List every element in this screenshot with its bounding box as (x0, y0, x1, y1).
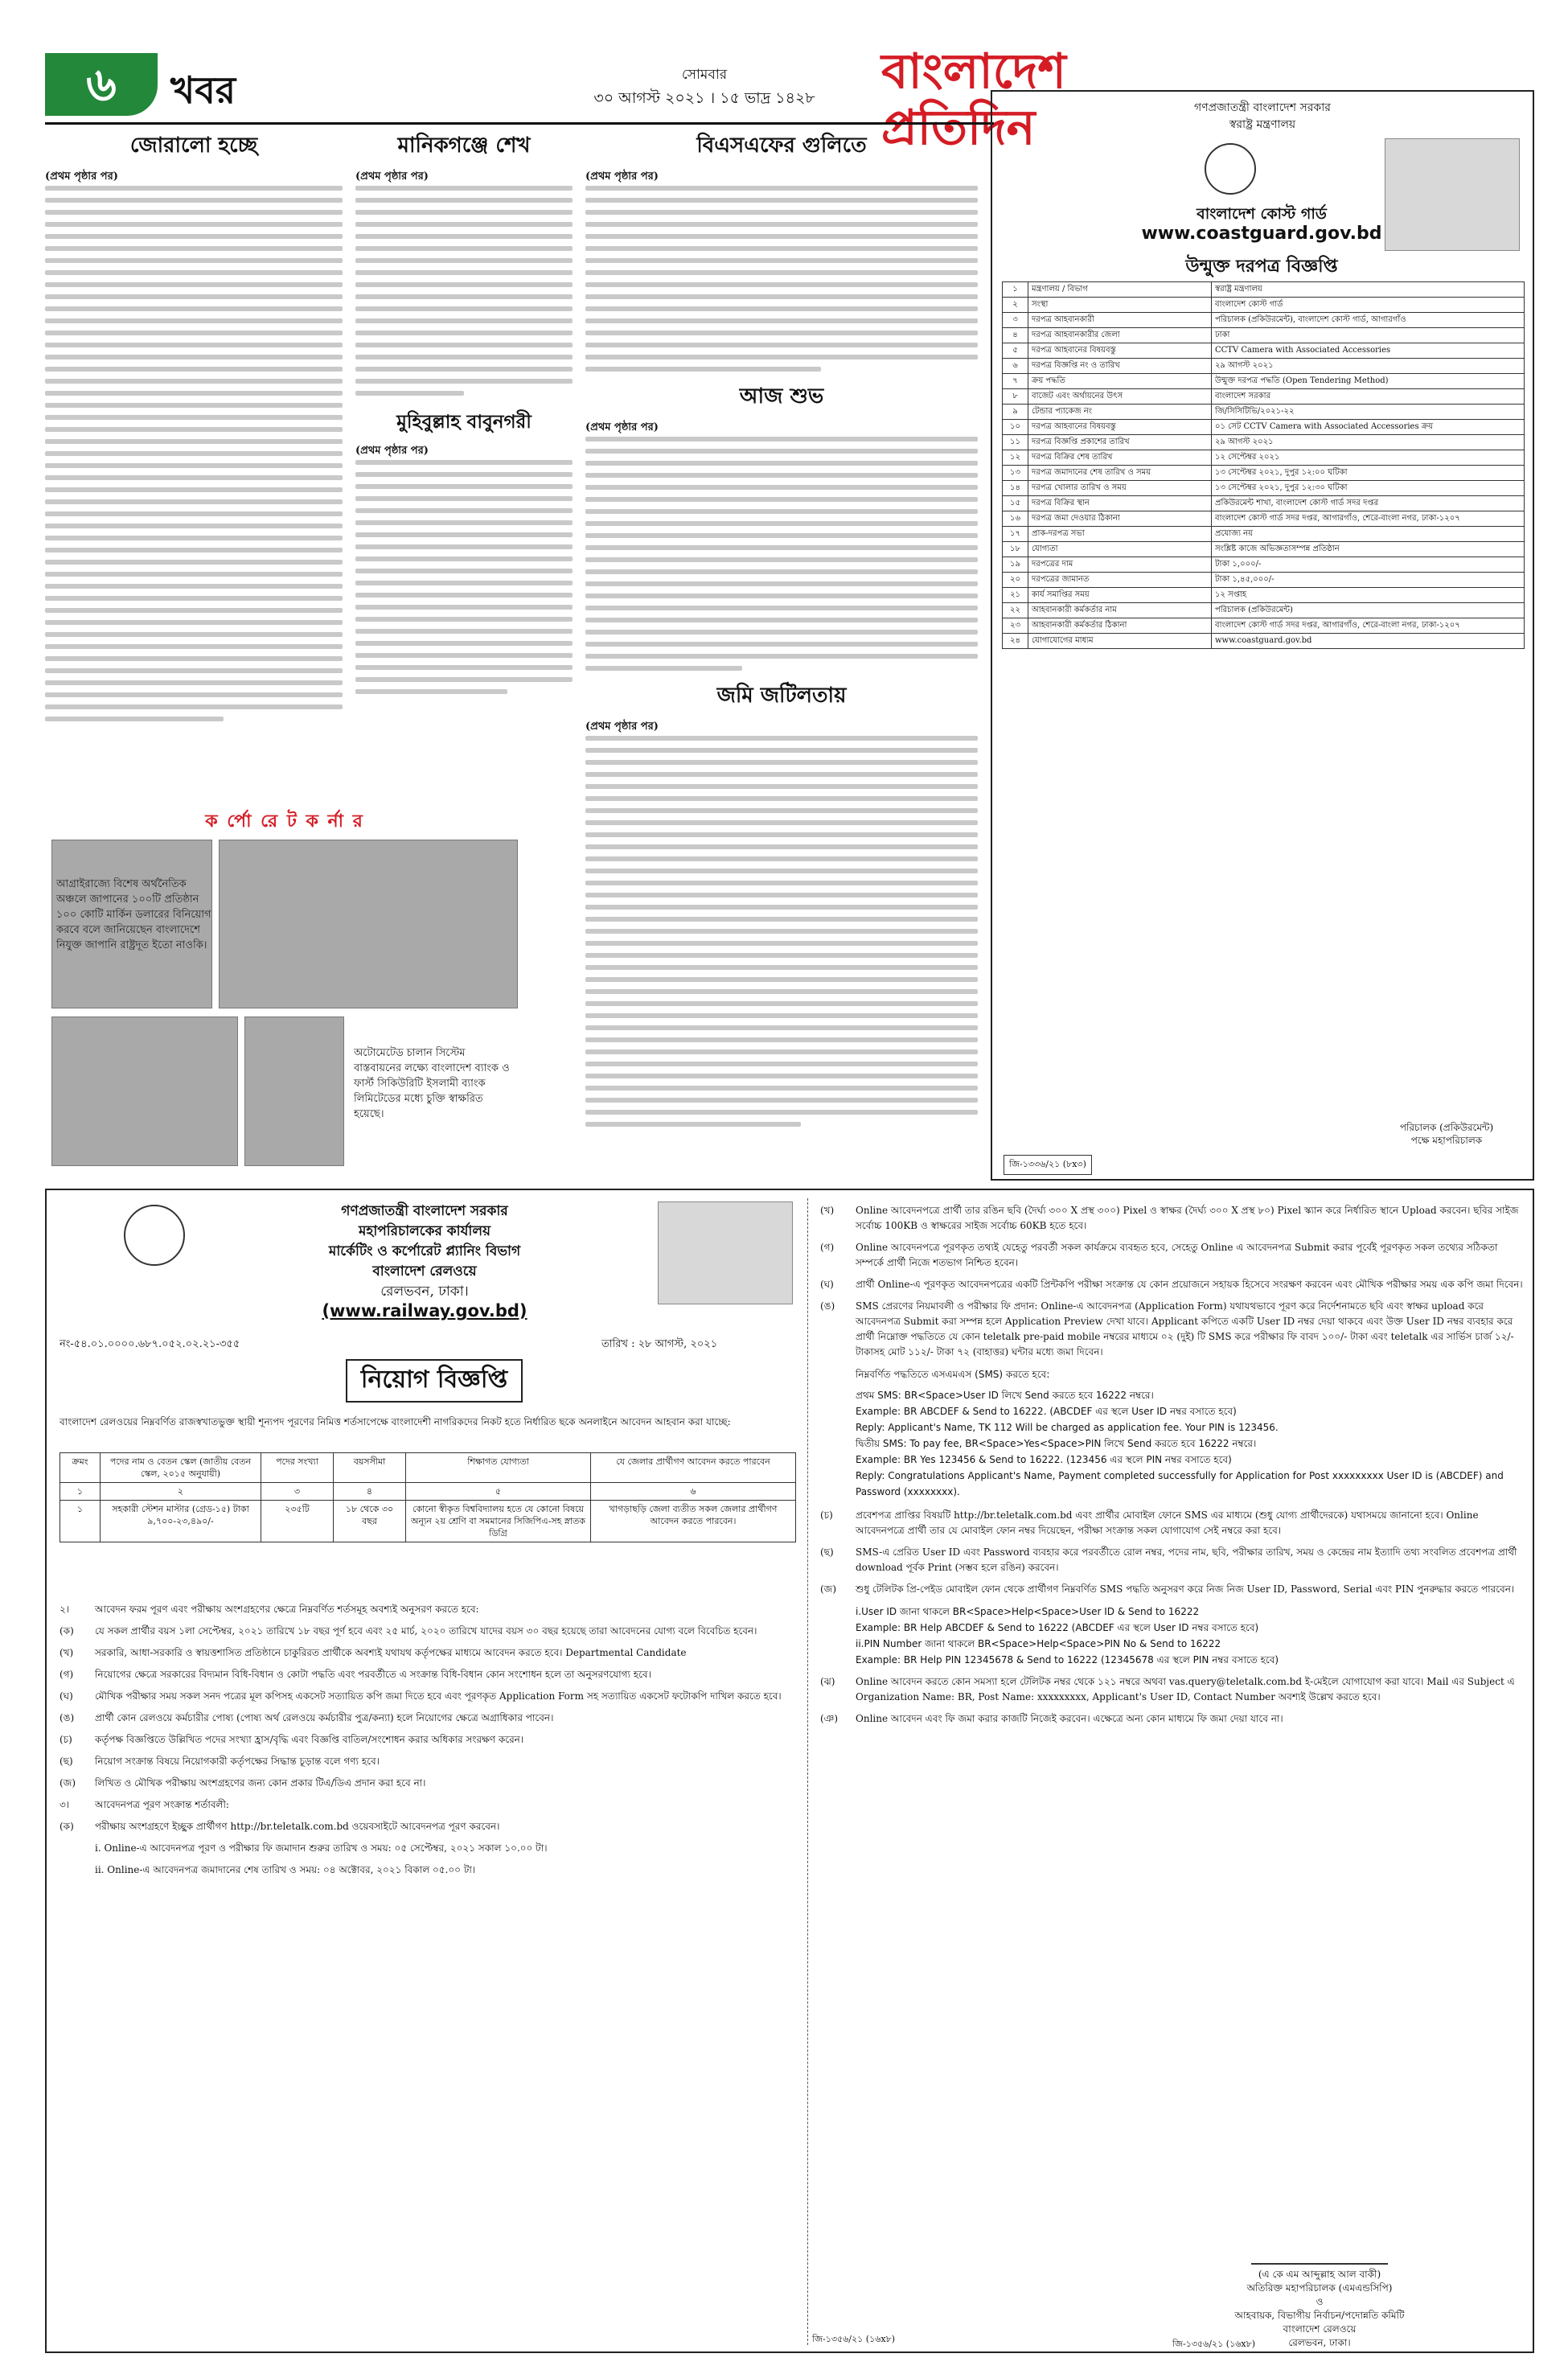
coast-guard-emblem-icon (1205, 143, 1256, 195)
condition-item (60, 1624, 796, 1639)
table-cell: বাংলাদেশ কোস্ট গার্ড সদর দপ্তর, আগারগাঁও, শেরে-বাংলা নগর, ঢাকা-১২০৭ (1212, 618, 1525, 634)
table-cell: দরপত্র বিক্রির স্থান (1028, 496, 1212, 511)
news-column-3 (585, 129, 978, 1134)
table-header: পদের সংখ্যা (261, 1453, 334, 1483)
condition-item (820, 1545, 1525, 1575)
table-cell: ১২ সেপ্টেম্বর ২০২১ (1212, 450, 1525, 466)
table-cell: ১ (60, 1501, 101, 1542)
memo-number: নং-৫৪.০১.০০০০.৬৮৭.০৫২.০২.২১-৩৫৫ (60, 1338, 240, 1350)
mujib-centenary-logo (658, 1201, 793, 1304)
vacancy-table (60, 1452, 796, 1542)
condition-item (60, 1645, 796, 1661)
railway-emblem-icon (124, 1205, 185, 1266)
condition-item (60, 1797, 796, 1813)
table-header: বয়সসীমা (334, 1453, 406, 1483)
signatory-title: রেলভবন, ঢাকা। (1288, 2337, 1351, 2348)
table-cell: ১১ (1003, 435, 1028, 450)
sms-line: দ্বিতীয় SMS: To pay fee, BR<Space>Yes<Space>PIN লিখে Send করতে হবে 16222 নম্বরে। (856, 1438, 1257, 1449)
condition-text: প্রার্থী কোন রেলওয়ে কর্মচারীর পোষ্য (পোষ্য অর্থ রেলওয়ে কর্মচারীর পুত্র/কন্যা) হলে নিয়োগের ক্ষেত্রে অগ্রাধিকার পাবেন। (95, 1712, 554, 1723)
table-row (1003, 282, 1525, 298)
table-cell: ১৫ (1003, 496, 1028, 511)
recovery-line: i.User ID জানা থাকলে BR<Space>Help<Space>User ID & Send to 16222 (856, 1606, 1200, 1617)
table-cell: ২ (101, 1483, 261, 1501)
condition-label: (ঙ) (60, 1712, 75, 1723)
table-cell: দরপত্র আহবানের বিষয়বস্তু (1028, 420, 1212, 435)
news-photo (219, 840, 518, 1008)
notice-title: নিয়োগ বিজ্ঞপ্তি (346, 1359, 523, 1403)
table-cell: ১৮ (1003, 542, 1028, 557)
table-header: ক্রমং (60, 1453, 101, 1483)
masthead-rule (45, 122, 994, 125)
table-header: শিক্ষাগত যোগ্যতা (406, 1453, 591, 1483)
condition-item (820, 1674, 1525, 1705)
table-cell: ৪ (1003, 328, 1028, 343)
table-cell: দরপত্র খোলার তারিখ ও সময় (1028, 481, 1212, 496)
issue-date: ৩০ আগস্ট ২০২১ । ১৫ ভাদ্র ১৪২৮ (593, 89, 815, 107)
article-body (585, 186, 978, 372)
tender-details-table (1002, 281, 1525, 649)
table-cell: পরিচালক (প্রকিউরমেন্ট) (1212, 603, 1525, 618)
table-cell: ৬ (1003, 359, 1028, 374)
notice-intro: বাংলাদেশ রেলওয়ের নিম্নবর্ণিত রাজস্বখাতভুক্ত স্থায়ী শূন্যপদ পূরণের নিমিত্ত শর্তসাপেক্ষে বাংলাদেশী নাগরিকদের নিকট হতে নির্ধারিত ছকে অনলাইনে আবেদন আহবান করা যাচ্ছে: (60, 1416, 731, 1427)
article-lead: (প্রথম পৃষ্ঠার পর) (45, 170, 118, 183)
ad-header-line: স্বরাষ্ট্র মন্ত্রণালয় (1229, 118, 1296, 131)
ad-header-line: বাংলাদেশ রেলওয়ে (372, 1263, 477, 1279)
table-cell: ২২ (1003, 603, 1028, 618)
notice-title: উন্মুক্ত দরপত্র বিজ্ঞপ্তি (1185, 256, 1338, 277)
table-cell: প্রযোজ্য নয় (1212, 527, 1525, 542)
condition-label: (গ) (820, 1242, 835, 1253)
ad-header-line: মহাপরিচালকের কার্যালয় (358, 1223, 491, 1239)
table-cell: ৯ (1003, 405, 1028, 420)
news-column-2 (355, 129, 573, 701)
condition-item (820, 1508, 1525, 1538)
table-row (60, 1501, 796, 1542)
table-cell: ৮ (1003, 389, 1028, 405)
table-row (1003, 557, 1525, 573)
condition-item (820, 1277, 1525, 1292)
table-cell: ক্রয় পদ্ধতি (1028, 374, 1212, 389)
article-headline: জোরালো হচ্ছে (129, 133, 258, 158)
condition-label: (চ) (820, 1509, 833, 1521)
news-photo (244, 1017, 344, 1166)
condition-text: পরীক্ষায় অংশগ্রহণে ইচ্ছুক প্রার্থীগণ http://br.teletalk.com.bd ওয়েবসাইটে আবেদনপত্র পূরণ করবেন। (95, 1821, 500, 1832)
condition-label: (খ) (820, 1205, 835, 1216)
condition-label: (ক) (60, 1821, 74, 1832)
table-cell: ১৬ (1003, 511, 1028, 527)
condition-label: (ছ) (820, 1546, 834, 1558)
table-row (1003, 511, 1525, 527)
condition-label: (গ) (60, 1669, 74, 1680)
condition-label: ২। (60, 1604, 70, 1615)
condition-label: (চ) (60, 1734, 72, 1745)
table-cell: ১ (60, 1483, 101, 1501)
condition-item (60, 1819, 796, 1834)
table-cell: দরপত্র জমাদানের শেষ তারিখ ও সময় (1028, 466, 1212, 481)
table-cell: ২৯ আগস্ট ২০২১ (1212, 435, 1525, 450)
condition-item (60, 1732, 796, 1748)
table-cell: ১৩ সেপ্টেম্বর ২০২১, দুপুর ১২:০০ ঘটিকা (1212, 466, 1525, 481)
table-cell: আহবানকারী কর্মকর্তার নাম (1028, 603, 1212, 618)
condition-item (60, 1602, 796, 1617)
table-cell: টাকা ১,৪৫,০০০/- (1212, 573, 1525, 588)
condition-label: (জ) (60, 1777, 76, 1789)
article-lead: (প্রথম পৃষ্ঠার পর) (585, 170, 659, 183)
table-cell: বাংলাদেশ কোস্ট গার্ড সদর দপ্তর, আগারগাঁও, শেরে-বাংলা নগর, ঢাকা-১২০৭ (1212, 511, 1525, 527)
table-cell: ১৪ (1003, 481, 1028, 496)
table-header-row (60, 1453, 796, 1483)
table-row (1003, 313, 1525, 328)
table-cell: দরপত্র বিক্রির শেষ তারিখ (1028, 450, 1212, 466)
condition-text: কর্তৃপক্ষ বিজ্ঞপ্তিতে উল্লিখিত পদের সংখ্যা হ্রাস/বৃদ্ধি এবং বিজ্ঞপ্তি বাতিল/সংশোধন করার অধিকার সংরক্ষণ করেন। (95, 1734, 524, 1745)
condition-item (820, 1299, 1525, 1360)
table-cell: www.coastguard.gov.bd (1212, 634, 1525, 649)
signatory-title: আহবায়ক, বিভাগীয় নির্বাচন/পদোন্নতি কমিটি (1234, 2310, 1405, 2321)
ad-reference: জি-১৩৫৬/২১ (১৬x৮) (1172, 2339, 1255, 2349)
condition-text: Online আবেদন এবং ফি জমা করার কাজটি নিজেই করবেন। এক্ষেত্রে অন্য কোন মাধ্যমে ফি জমা দেয়া যাবে না। (856, 1713, 1283, 1724)
sms-line: Reply: Congratulations Applicant's Name, Payment completed successfully for Application for Post xxxxxxxxx User ID is (ABCDEF) and Password (xxxxxxxx). (856, 1470, 1504, 1497)
condition-item (60, 1863, 796, 1878)
conditions-left-column (60, 1602, 796, 1884)
condition-item (60, 1711, 796, 1726)
condition-text: নিয়োগ সংক্রান্ত বিষয়ে নিয়োগকারী কর্তৃপক্ষের সিদ্ধান্ত চূড়ান্ত বলে গণ্য হবে। (95, 1756, 380, 1767)
news-column-1 (45, 129, 343, 729)
table-cell: সংশ্লিষ্ট কাজে অভিজ্ঞতাসম্পন্ন প্রতিষ্ঠান (1212, 542, 1525, 557)
ad-header-line: রেলভবন, ঢাকা। (380, 1284, 469, 1300)
table-header: যে জেলার প্রার্থীগণ আবেদন করতে পারবেন (591, 1453, 796, 1483)
signature-block (1219, 2244, 1420, 2350)
table-cell: আহবানকারী কর্মকর্তার ঠিকানা (1028, 618, 1212, 634)
table-row (1003, 374, 1525, 389)
table-row (1003, 634, 1525, 649)
table-cell: দরপত্র জমা দেওয়ার ঠিকানা (1028, 511, 1212, 527)
condition-text: নিয়োগের ক্ষেত্রে সরকারের বিদ্যমান বিধি-বিধান ও কোটা পদ্ধতি এবং পরবর্তীতে এ সংক্রান্ত বিধি-বিধান কোন সংশোধন হলে তা অনুসরণযোগ্য হবে। (95, 1669, 651, 1680)
condition-label: (ঝ) (820, 1676, 835, 1687)
table-cell: স্বরাষ্ট্র মন্ত্রণালয় (1212, 282, 1525, 298)
table-row (1003, 405, 1525, 420)
condition-item (820, 1240, 1525, 1271)
organization-name: বাংলাদেশ কোস্ট গার্ড (1197, 205, 1327, 223)
ad-header-line: গণপ্রজাতন্ত্রী বাংলাদেশ সরকার (1194, 101, 1331, 114)
article-lead: (প্রথম পৃষ্ঠার পর) (585, 721, 659, 733)
notice-date: তারিখ : ২৮ আগস্ট, ২০২১ (601, 1338, 718, 1350)
condition-label: (ঘ) (60, 1690, 73, 1702)
organization-url: www.coastguard.gov.bd (1141, 224, 1382, 244)
table-cell: দরপত্র বিজ্ঞপ্তি নং ও তারিখ (1028, 359, 1212, 374)
condition-label: (জ) (820, 1583, 837, 1595)
table-cell: ১৮ থেকে ৩০ বছর (334, 1501, 406, 1542)
article-headline: বিএসএফের গুলিতে (696, 133, 867, 158)
conditions-group (820, 1508, 1525, 1597)
condition-text: i. Online-এ আবেদনপত্র পূরণ ও পরীক্ষার ফি জমাদান শুরুর তারিখ ও সময়: ০৫ সেপ্টেম্বর, ২০২১ সকাল ১০.০০ টা। (95, 1842, 548, 1854)
logo-wordmark: বাংলাদেশ প্রতিদিন (881, 43, 1066, 156)
ad-header (207, 1201, 642, 1302)
table-cell: দরপত্র আহবানকারীর জেলা (1028, 328, 1212, 343)
ad-reference: জি-১৩৫৬/২১ (১৬x৮) (812, 2334, 895, 2344)
ad-header-line: মার্কেটিং ও কর্পোরেট প্ল্যানিং বিভাগ (328, 1243, 521, 1259)
condition-item (820, 1203, 1525, 1234)
photo-caption: আগ্রাইরাজ্যে বিশেষ অর্থনৈতিক অঞ্চলে জাপানের ১০০টি প্রতিষ্ঠান ১০০ কোটি মার্কিন ডলারের বিনিয়োগ করবে বলে জানিয়েছেন বাংলাদেশে নিযুক্ত জাপানি রাষ্ট্রদূত ইতো নাওকি। (56, 878, 211, 951)
table-row (1003, 618, 1525, 634)
table-cell: বাংলাদেশ কোস্ট গার্ড (1212, 298, 1525, 313)
table-cell: কোনো স্বীকৃত বিশ্ববিদ্যালয় হতে যে কোনো বিষয়ে অন্যূন ২য় শ্রেণি বা সমমানের সিজিপিএ-সহ স্নাতক ডিগ্রি (406, 1501, 591, 1542)
condition-text: SMS-এ প্রেরিত User ID এবং Password ব্যবহার করে পরবর্তীতে রোল নম্বর, পদের নাম, ছবি, পরীক্ষার তারিখ, সময় ও কেন্দ্রের নাম ইত্যাদি তথ্য সংবলিত প্রবেশপত্র প্রার্থী download পূর্বক Print (সম্ভব হলে রঙিন) করবেন। (856, 1546, 1517, 1573)
table-row (1003, 435, 1525, 450)
condition-text: Online আবেদন করতে কোন সমস্যা হলে টেলিটক নম্বর থেকে ১২১ নম্বরে অথবা vas.query@teletalk.com.bd ই-মেইলে যোগাযোগ করা যাবে। Mail এর Subject এ Organization Name: BR, Post Name: xxxxxxxxx, Applicant's User ID, Contact Number অবশ্যই উল্লেখ করতে হবে। (856, 1676, 1515, 1702)
condition-text: আবেদন ফরম পূরণ এবং পরীক্ষায় অংশগ্রহণের ক্ষেত্রে নিম্নবর্ণিত শর্তসমূহ অবশ্যই অনুসরণ করতে হবে: (95, 1604, 479, 1615)
table-cell: ১৭ (1003, 527, 1028, 542)
railway-recruitment-ad (45, 1189, 1534, 2353)
table-row (1003, 420, 1525, 435)
condition-item (60, 1754, 796, 1769)
column-divider (807, 1198, 808, 2345)
signatory-subtitle: পক্ষে মহাপরিচালক (1410, 1135, 1483, 1146)
article-lead: (প্রথম পৃষ্ঠার পর) (355, 170, 429, 183)
table-row (1003, 573, 1525, 588)
table-cell: ১২ সপ্তাহ (1212, 588, 1525, 603)
condition-item (820, 1582, 1525, 1597)
table-cell: দরপত্রের দাম (1028, 557, 1212, 573)
condition-text: শুধু টেলিটক প্রি-পেইড মোবাইল ফোন থেকে প্রার্থীগণ নিম্নবর্ণিত SMS পদ্ধতি অনুসরণ করে নিজ নিজ User ID, Password, Serial এবং PIN পুনরুদ্ধার করতে পারবেন। (856, 1583, 1515, 1595)
condition-label (60, 1841, 95, 1856)
page-number-tab: ৬ (45, 53, 158, 116)
condition-label: (ছ) (60, 1756, 73, 1767)
table-cell: খাগড়াছড়ি জেলা ব্যতীত সকল জেলার প্রার্থীগণ আবেদন করতে পারবেন। (591, 1501, 796, 1542)
table-cell: টাকা ১,০০০/- (1212, 557, 1525, 573)
railway-url[interactable]: (www.railway.gov.bd) (322, 1301, 527, 1320)
table-cell: ২৪ (1003, 634, 1028, 649)
table-cell: ৪ (334, 1483, 406, 1501)
table-row (1003, 389, 1525, 405)
article-body (45, 186, 343, 721)
table-row (1003, 466, 1525, 481)
table-cell: ২৩ (1003, 618, 1028, 634)
table-row (1003, 450, 1525, 466)
table-cell: ০১ সেট CCTV Camera with Associated Accessories ক্রয় (1212, 420, 1525, 435)
table-row (1003, 527, 1525, 542)
condition-label: (ঘ) (820, 1279, 834, 1290)
table-cell: ৩ (1003, 313, 1028, 328)
table-cell: ৬ (591, 1483, 796, 1501)
table-cell: সহকারী স্টেশন মাস্টার (গ্রেড-১৫) টাকা ৯,৭০০-২৩,৪৯০/- (101, 1501, 261, 1542)
table-cell: সংস্থা (1028, 298, 1212, 313)
table-cell: ১৯ (1003, 557, 1028, 573)
condition-text: সরকারি, আধা-সরকারি ও স্বায়ত্তশাসিত প্রতিষ্ঠানে চাকুরিরত প্রার্থীকে অবশ্যই যথাযথ কর্তৃপক্ষের মাধ্যমে আবেদন করতে হবে। Departmental Candidate (95, 1647, 687, 1658)
condition-item (820, 1711, 1525, 1727)
condition-label: ৩। (60, 1799, 70, 1810)
photo-caption: অটোমেটেড চালান সিস্টেম বাস্তবায়নের লক্ষ্যে বাংলাদেশ ব্যাংক ও ফার্স্ট সিকিউরিটি ইসলামী ব্যাংক লিমিটেডের মধ্যে চুক্তি স্বাক্ষরিত হয়েছে। (354, 1047, 510, 1120)
table-cell: টেন্ডার প্যাকেজ নং (1028, 405, 1212, 420)
sms-line: Reply: Applicant's Name, TK 112 Will be charged as application fee. Your PIN is 123456. (856, 1422, 1279, 1433)
recovery-line: ii.PIN Number জানা থাকলে BR<Space>Help<Space>PIN No & Send to 16222 (856, 1638, 1221, 1649)
article-lead: (প্রথম পৃষ্ঠার পর) (355, 445, 429, 457)
condition-item (60, 1667, 796, 1682)
signatory-name: (এ কে এম আব্দুল্লাহ আল বাকী) (1258, 2269, 1381, 2280)
article-headline: মানিকগঞ্জে শেখ (397, 133, 531, 158)
condition-label (60, 1863, 95, 1878)
table-cell: ১৩ (1003, 466, 1028, 481)
table-row (1003, 588, 1525, 603)
coast-guard-tender-ad (991, 90, 1534, 1181)
condition-text: আবেদনপত্র পূরণ সংক্রান্ত শর্তাবলী: (95, 1799, 229, 1810)
table-cell: ২৯ আগস্ট ২০২১ (1212, 359, 1525, 374)
table-cell: বাজেট এবং অর্থায়নের উৎস (1028, 389, 1212, 405)
sms-line: প্রথম SMS: BR<Space>User ID লিখে Send করতে হবে 16222 নম্বরে। (856, 1390, 1154, 1401)
conditions-right-column (820, 1203, 1525, 1733)
table-row (1003, 359, 1525, 374)
ad-header (1000, 100, 1525, 133)
condition-text: ii. Online-এ আবেদনপত্র জমাদানের শেষ তারিখ ও সময়: ০৪ অক্টোবর, ২০২১ বিকাল ০৫.০০ টা। (95, 1864, 476, 1875)
table-cell: ৭ (1003, 374, 1028, 389)
handwritten-signature (1251, 2244, 1388, 2265)
condition-item (60, 1841, 796, 1856)
table-cell: ২১ (1003, 588, 1028, 603)
table-cell: ১০ (1003, 420, 1028, 435)
article-body (355, 460, 573, 694)
article-body (585, 437, 978, 671)
article-lead: (প্রথম পৃষ্ঠার পর) (585, 421, 659, 433)
condition-label: (ক) (60, 1625, 74, 1637)
table-cell: যোগাযোগের মাধ্যম (1028, 634, 1212, 649)
table-cell: ১৩ সেপ্টেম্বর ২০২১, দুপুর ১২:৩০ ঘটিকা (1212, 481, 1525, 496)
signature-block (1370, 1121, 1523, 1147)
table-cell: মন্ত্রণালয় / বিভাগ (1028, 282, 1212, 298)
table-cell: ২৩৫টি (261, 1501, 334, 1542)
corporate-corner-banner (51, 807, 518, 835)
table-cell: দরপত্র আহবানকারী (1028, 313, 1212, 328)
table-row (1003, 496, 1525, 511)
condition-text: প্রবেশপত্র প্রাপ্তির বিষয়টি http://br.teletalk.com.bd এবং প্রার্থীর মোবাইল ফোনে SMS এর মাধ্যমে (শুধু যোগ্য প্রার্থীদেরকে) যথাসময়ে জানানো হবে। Online আবেদনপত্রে প্রার্থী তার যে মোবাইল ফোন নম্বর দিয়েছেন, পরীক্ষা সংক্রান্ত সকল যোগাযোগ সেই নম্বরে করা হবে। (856, 1509, 1479, 1536)
recovery-line: Example: BR Help PIN 12345678 & Send to 16222 (12345678 এর স্থলে PIN নম্বর বসাতে হবে) (856, 1654, 1279, 1665)
sms-instructions (820, 1387, 1525, 1500)
table-cell: ৩ (261, 1483, 334, 1501)
table-cell: CCTV Camera with Associated Accessories (1212, 343, 1525, 359)
table-header: পদের নাম ও বেতন স্কেল (জাতীয় বেতন স্কেল, ২০১৫ অনুযায়ী) (101, 1453, 261, 1483)
news-area (45, 129, 978, 1166)
table-row (1003, 343, 1525, 359)
table-cell: দরপত্র আহবানের বিষয়বস্তু (1028, 343, 1212, 359)
signatory-title: পরিচালক (প্রকিউরমেন্ট) (1399, 1122, 1494, 1133)
table-cell: জি/সিসিটিভি/২০২১-২২ (1212, 405, 1525, 420)
conditions-group (820, 1203, 1525, 1360)
conditions-group (820, 1674, 1525, 1727)
condition-text: Online আবেদনপত্রে পূরণকৃত তথ্যই যেহেতু পরবর্তী সকল কার্যক্রমে ব্যবহৃত হবে, সেহেতু Online এ আবেদনপত্র Submit করার পূর্বেই পূরণকৃত সকল তথ্যের সঠিকতা সম্পর্কে প্রার্থী নিজে শতভাগ নিশ্চিত হবেন। (856, 1242, 1498, 1268)
condition-item (60, 1776, 796, 1791)
article-headline: মুহিবুল্লাহ বাবুনগরী (396, 411, 532, 433)
condition-label: (ঞ) (820, 1713, 839, 1724)
table-row (1003, 481, 1525, 496)
table-cell: প্রাক-দরপত্র সভা (1028, 527, 1212, 542)
condition-label: (খ) (60, 1647, 74, 1658)
table-cell: ৫ (406, 1483, 591, 1501)
table-cell: পরিচালক (প্রকিউরমেন্ট), বাংলাদেশ কোস্ট গার্ড, আগারগাঁও (1212, 313, 1525, 328)
table-cell: কার্য সমাপ্তির সময় (1028, 588, 1212, 603)
ad-reference: জি-১৩৩৬/২১ (৮x৩) (1004, 1155, 1092, 1175)
recovery-line: Example: BR Help ABCDEF & Send to 16222 (ABCDEF এর স্থলে User ID নম্বর বসাতে হবে) (856, 1622, 1259, 1633)
condition-text: SMS প্রেরণের নিয়মাবলী ও পরীক্ষার ফি প্রদান: Online-এ আবেদনপত্র (Application Form) যথাযথভাবে পূরণ করে নির্দেশনামতে ছবি এবং স্বাক্ষর upload করে আবেদনপত্র Submit করা সম্পন্ন হলে Application Preview দেখা যাবে। Applicant কপিতে একটি User ID নম্বর দেয়া থাকবে এবং উক্ত User ID নম্বর ব্যবহার করে প্রার্থী নিম্নোক্ত পদ্ধতিতে যে কোন teletalk pre-paid mobile নম্বরের মাধ্যমে ০২ (দুই) টি SMS করে পরীক্ষার ফি বাবদ ১০০/- টাকা এবং teletalk এর সার্ভিস চার্জ ১২/- টাকাসহ মোট ১১২/- টাকা ৭২ (বাহাত্তর) ঘন্টার মধ্যে জমা দিবেন। (856, 1300, 1514, 1357)
table-cell: ১২ (1003, 450, 1028, 466)
issue-day: সোমবার (681, 67, 728, 83)
table-cell: ২ (1003, 298, 1028, 313)
condition-text: প্রার্থী Online-এ পূরণকৃত আবেদনপত্রের একটি প্রিন্টকপি পরীক্ষা সংক্রান্ত যে কোন প্রয়োজনে সহায়ক হিসেবে সংরক্ষণ করবেন এবং মৌখিক পরীক্ষার সময় এক কপি জমা দিবেন। (856, 1279, 1523, 1290)
table-cell: ঢাকা (1212, 328, 1525, 343)
table-cell: বাংলাদেশ সরকার (1212, 389, 1525, 405)
article-body (355, 186, 573, 396)
table-cell: দরপত্র বিজ্ঞপ্তি প্রকাশের তারিখ (1028, 435, 1212, 450)
table-cell: ২০ (1003, 573, 1028, 588)
article-headline: আজ শুভ (739, 384, 824, 409)
condition-text: যে সকল প্রার্থীর বয়স ১লা সেপ্টেম্বর, ২০২১ তারিখে ১৮ বছর পূর্ণ হবে এবং ২৫ মার্চ, ২০২০ তারিখে যাদের বয়স ৩০ বছর হয়েছে তারা আবেদনের যোগ্য বলে বিবেচিত হবেন। (95, 1625, 757, 1637)
condition-item (60, 1689, 796, 1704)
condition-text: মৌখিক পরীক্ষার সময় সকল সনদ পত্রের মূল কপিসহ একসেট সত্যায়িত কপি জমা দিতে হবে এবং পূরণকৃত Application Form সহ সত্যায়িত একসেট ফটোকপি দাখিল করতে হবে। (95, 1690, 782, 1702)
sms-line: Example: BR Yes 123456 & Send to 16222. (123456 এর স্থলে PIN নম্বর বসাতে হবে) (856, 1454, 1232, 1465)
table-cell: ১ (1003, 282, 1028, 298)
signatory-title: বাংলাদেশ রেলওয়ে (1283, 2323, 1357, 2335)
table-cell: উন্মুক্ত দরপত্র পদ্ধতি (Open Tendering Method) (1212, 374, 1525, 389)
condition-label: (ঙ) (820, 1300, 835, 1312)
recovery-instructions (820, 1604, 1525, 1668)
table-row (1003, 328, 1525, 343)
table-index-row (60, 1483, 796, 1501)
ad-header-line: গণপ্রজাতন্ত্রী বাংলাদেশ সরকার (341, 1203, 508, 1219)
news-photo (51, 1017, 238, 1166)
condition-text: Online আবেদনপত্রে প্রার্থী তার রঙিন ছবি (দৈর্ঘ্য ৩০০ X প্রস্থ ৩০০) Pixel ও স্বাক্ষর (দৈর্ঘ্য ৩০০ X প্রস্থ ৮০) Pixel স্ক্যান করে নির্ধারিত স্থানে Upload করবেন। ছবির সাইজ সর্বোচ্চ 100KB ও স্বাক্ষরের সাইজ সর্বোচ্চ 60KB হতে হবে। (856, 1205, 1519, 1231)
corporate-corner-label: ক র্পো রে ট ক র্না র (205, 811, 364, 832)
table-cell: যোগ্যতা (1028, 542, 1212, 557)
table-row (1003, 603, 1525, 618)
table-cell: ৫ (1003, 343, 1028, 359)
table-cell: দরপত্রের জামানত (1028, 573, 1212, 588)
table-cell: প্রকিউরমেন্ট শাখা, বাংলাদেশ কোস্ট গার্ড সদর দপ্তর (1212, 496, 1525, 511)
section-title: খবর (170, 68, 236, 112)
table-row (1003, 298, 1525, 313)
article-headline: জমি জটিলতায় (716, 684, 847, 708)
signatory-title: ও (1316, 2296, 1324, 2307)
table-row (1003, 542, 1525, 557)
condition-text: লিখিত ও মৌখিক পরীক্ষায় অংশগ্রহণের জন্য কোন প্রকার টিএ/ডিএ প্রদান করা হবে না। (95, 1777, 426, 1789)
sms-intro: নিম্নবর্ণিত পদ্ধতিতে এসএমএস (SMS) করতে হবে: (856, 1369, 1050, 1380)
signatory-title: অতিরিক্ত মহাপরিচালক (এমএন্ডসিপি) (1246, 2282, 1393, 2294)
sms-line: Example: BR ABCDEF & Send to 16222. (ABCDEF এর স্থলে User ID নম্বর বসাতে হবে) (856, 1406, 1237, 1417)
article-body (585, 736, 978, 1127)
